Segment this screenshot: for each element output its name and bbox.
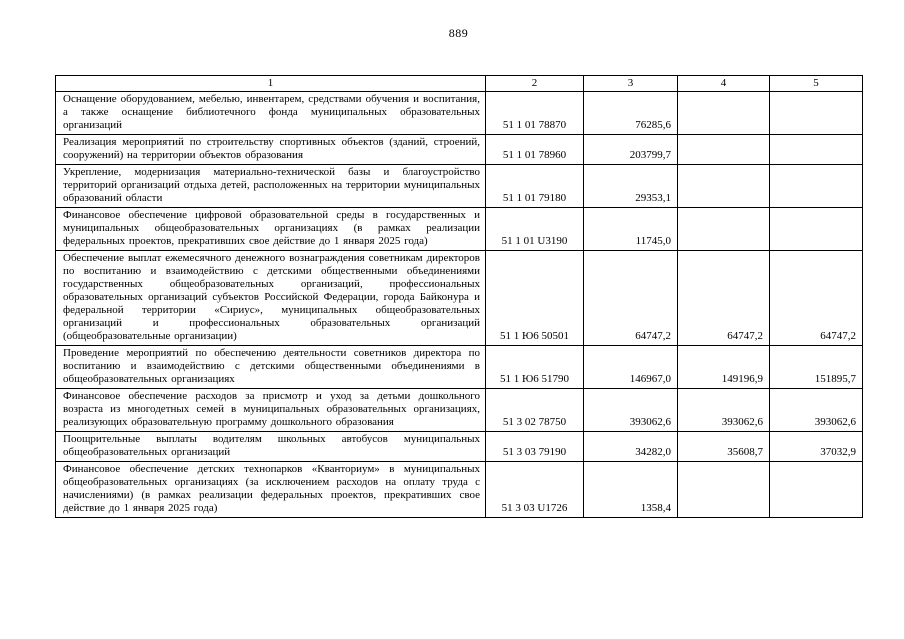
table-row [56, 208, 863, 251]
budget-table [55, 75, 863, 518]
cell-amount-col3: 1358,4 [584, 462, 678, 518]
cell-amount-col5 [770, 208, 863, 251]
cell-amount-col5: 64747,2 [770, 251, 863, 346]
cell-description: Укрепление, модернизация материально-технической базы и благоустройство территорий организаций отдыха детей, расположенных на территории муниципальных образований области [56, 165, 486, 208]
cell-budget-code: 51 1 01 78960 [486, 135, 584, 165]
cell-amount-col3: 203799,7 [584, 135, 678, 165]
cell-description: Оснащение оборудованием, мебелью, инвентарем, средствами обучения и воспитания, а также оснащение библиотечного фонда муниципальных образовательных организаций [56, 92, 486, 135]
cell-amount-col4 [678, 462, 770, 518]
cell-amount-col3: 11745,0 [584, 208, 678, 251]
cell-amount-col3: 29353,1 [584, 165, 678, 208]
table-row [56, 462, 863, 518]
cell-budget-code: 51 3 03 U1726 [486, 462, 584, 518]
cell-description: Финансовое обеспечение детских технопарков «Кванториум» в муниципальных общеобразовательных организациях (за исключением расходов на оплату труда с начислениями) (в рамках реализации федеральных проектов, прекративших свое действие до 1 января 2025 года) [56, 462, 486, 518]
cell-amount-col4 [678, 135, 770, 165]
cell-amount-col3: 76285,6 [584, 92, 678, 135]
page-number: 889 [448, 26, 469, 40]
table-row [56, 432, 863, 462]
cell-description: Обеспечение выплат ежемесячного денежного вознаграждения советникам директоров по воспитанию и взаимодействию с детскими общественными объединениями государственных общеобразовательных организаций, профессиональных образовательных организаций субъектов Российской Федерации, города Байконура и федеральной территории «Сириус», муниципальных общеобразовательных организаций и профессиональных образовательных организаций (общеобразовательные организации) [56, 251, 486, 346]
cell-amount-col5 [770, 92, 863, 135]
cell-amount-col3: 34282,0 [584, 432, 678, 462]
cell-amount-col4: 149196,9 [678, 346, 770, 389]
cell-amount-col3: 146967,0 [584, 346, 678, 389]
table-header [56, 76, 863, 92]
cell-amount-col5 [770, 462, 863, 518]
column-header: 5 [770, 76, 863, 92]
cell-budget-code: 51 1 Ю6 50501 [486, 251, 584, 346]
cell-description: Реализация мероприятий по строительству спортивных объектов (зданий, строений, сооружений) на территории объектов образования [56, 135, 486, 165]
cell-budget-code: 51 1 01 79180 [486, 165, 584, 208]
cell-description: Проведение мероприятий по обеспечению деятельности советников директора по воспитанию и взаимодействию с детскими общественными объединениями в общеобразовательных организациях [56, 346, 486, 389]
cell-budget-code: 51 3 03 79190 [486, 432, 584, 462]
cell-amount-col5: 151895,7 [770, 346, 863, 389]
cell-description: Финансовое обеспечение расходов за присмотр и уход за детьми дошкольного возраста из многодетных семей в муниципальных образовательных организациях, реализующих образовательную программу дошкольного образования [56, 389, 486, 432]
table-row [56, 135, 863, 165]
cell-amount-col3: 64747,2 [584, 251, 678, 346]
cell-amount-col4: 393062,6 [678, 389, 770, 432]
cell-amount-col5 [770, 165, 863, 208]
cell-amount-col5: 37032,9 [770, 432, 863, 462]
table-row [56, 389, 863, 432]
cell-amount-col4 [678, 92, 770, 135]
table-body [56, 92, 863, 518]
cell-amount-col4 [678, 208, 770, 251]
cell-description: Финансовое обеспечение цифровой образовательной среды в государственных и муниципальных общеобразовательных организациях (в рамках реализации федеральных проектов, прекративших свое действие до 1 января 2025 года) [56, 208, 486, 251]
cell-budget-code: 51 1 01 U3190 [486, 208, 584, 251]
table-row [56, 165, 863, 208]
column-header: 3 [584, 76, 678, 92]
header-row [56, 76, 863, 92]
column-header: 2 [486, 76, 584, 92]
cell-amount-col4: 35608,7 [678, 432, 770, 462]
cell-budget-code: 51 1 Ю6 51790 [486, 346, 584, 389]
column-header: 4 [678, 76, 770, 92]
cell-amount-col4: 64747,2 [678, 251, 770, 346]
table-row [56, 251, 863, 346]
cell-amount-col4 [678, 165, 770, 208]
cell-amount-col3: 393062,6 [584, 389, 678, 432]
cell-budget-code: 51 1 01 78870 [486, 92, 584, 135]
cell-amount-col5: 393062,6 [770, 389, 863, 432]
column-header: 1 [56, 76, 486, 92]
cell-budget-code: 51 3 02 78750 [486, 389, 584, 432]
table-row [56, 346, 863, 389]
table-row [56, 92, 863, 135]
cell-description: Поощрительные выплаты водителям школьных автобусов муниципальных общеобразовательных организаций [56, 432, 486, 462]
cell-amount-col5 [770, 135, 863, 165]
